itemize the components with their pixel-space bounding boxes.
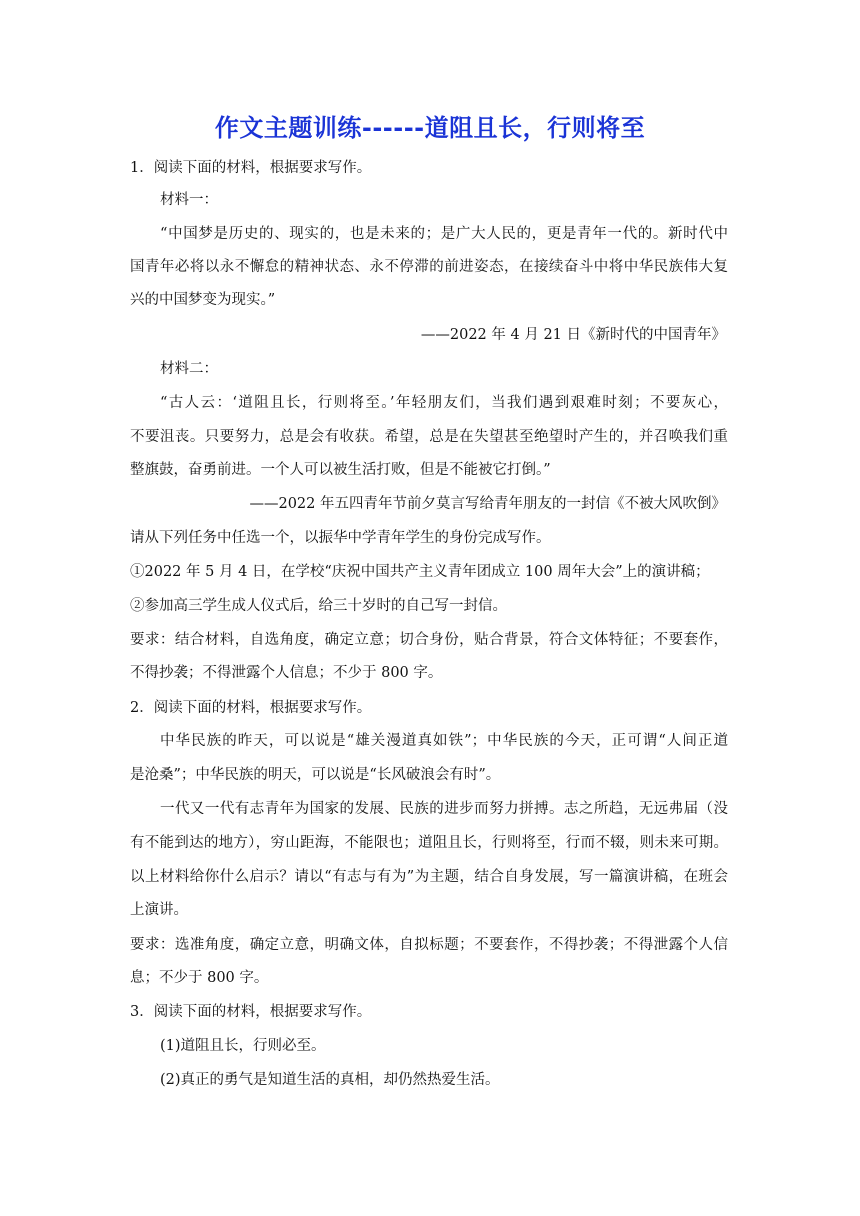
q1-option2: ②参加高三学生成人仪式后，给三十岁时的自己写一封信。 [130, 598, 507, 614]
q1-header: 1．阅读下面的材料，根据要求写作。 [130, 160, 372, 176]
q1-material2-source: ——2022 年五四青年节前夕莫言写给青年朋友的一封信《不被大风吹倒》 [249, 496, 726, 512]
q1-material1-line2: 国青年必将以永不懈怠的精神状态、永不停滞的前进姿态，在接续奋斗中将中华民族伟大复 [130, 259, 728, 275]
q2-para2-line3: 以上材料给你什么启示？请以“有志与有为”为主题，结合自身发展，写一篇演讲稿，在班会 [130, 869, 728, 885]
q3-item2: (2)真正的勇气是知道生活的真相，却仍然热爱生活。 [160, 1072, 500, 1088]
q1-material1-line1: “中国梦是历史的、现实的，也是未来的；是广大人民的，更是青年一代的。新时代中 [160, 226, 728, 242]
q2-requirement-line1: 要求：选准角度，确定立意，明确文体，自拟标题；不要套作，不得抄袭；不得泄露个人信 [130, 937, 728, 953]
q2-para1-line2: 是沧桑”；中华民族的明天，可以说是“长风破浪会有时”。 [130, 767, 501, 783]
q1-option1: ①2022 年 5 月 4 日，在学校“庆祝中国共产主义青年团成立 100 周年大会”上的演讲稿； [130, 564, 710, 580]
q2-para1-line1: 中华民族的昨天，可以说是“雄关漫道真如铁”；中华民族的今天，正可谓“人间正道 [160, 733, 728, 749]
page-title: 作文主题训练------道阻且长，行则将至 [214, 114, 646, 142]
q1-material2-label: 材料二： [160, 361, 218, 377]
q1-material1-line3: 兴的中国梦变为现实。” [130, 292, 276, 308]
q2-requirement-line2: 息；不少于 800 字。 [130, 970, 269, 986]
q1-requirement-line2: 不得抄袭；不得泄露个人信息；不少于 800 字。 [130, 665, 443, 681]
q1-material1-source: ——2022 年 4 月 21 日《新时代的中国青年》 [420, 327, 726, 343]
q2-para2-line2: 有不能到达的地方），穷山距海，不能限也；道阻且长，行则将至，行而不辍，则未来可期。 [130, 835, 728, 851]
q2-para2-line1: 一代又一代有志青年为国家的发展、民族的进步而努力拼搏。志之所趋，无远弗届（没 [160, 801, 728, 817]
q3-item1: (1)道阻且长，行则必至。 [160, 1038, 326, 1054]
q3-header: 3．阅读下面的材料，根据要求写作。 [130, 1004, 372, 1020]
q2-header: 2．阅读下面的材料，根据要求写作。 [130, 700, 372, 716]
q1-material2-line1: “古人云：‘道阻且长，行则将至。’年轻朋友们，当我们遇到艰难时刻；不要灰心， [160, 395, 728, 411]
q2-para2-line4: 上演讲。 [130, 902, 188, 918]
q1-material2-line2: 不要沮丧。只要努力，总是会有收获。希望，总是在失望甚至绝望时产生的，并召唤我们重 [130, 429, 728, 445]
q1-material2-line3: 整旗鼓，奋勇前进。一个人可以被生活打败，但是不能被它打倒。” [130, 462, 551, 478]
q1-requirement-line1: 要求：结合材料，自选角度，确定立意；切合身份，贴合背景，符合文体特征；不要套作， [130, 632, 728, 648]
q1-task: 请从下列任务中任选一个，以振华中学青年学生的身份完成写作。 [130, 530, 551, 546]
q1-material1-label: 材料一： [160, 192, 218, 208]
